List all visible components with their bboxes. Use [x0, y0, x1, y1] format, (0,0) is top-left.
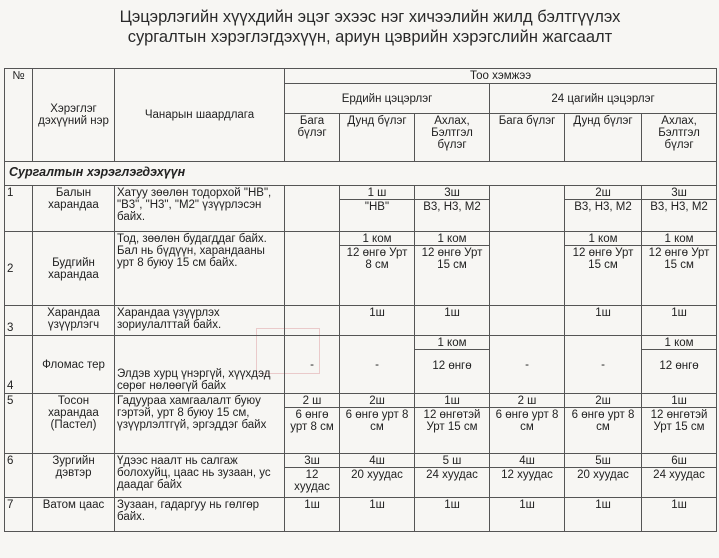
- header-senior-group-24h: Ахлах, Бэлтгэл бүлэг: [642, 114, 717, 162]
- table-row: [5, 454, 717, 498]
- cell-24h-middle: -: [565, 336, 642, 394]
- cell-detail: 24 хуудас: [415, 467, 489, 482]
- cell-reg-small: [285, 394, 340, 454]
- cell-value: 5 ш: [442, 455, 462, 467]
- header-middle-group: Дунд бүлэг: [340, 114, 415, 162]
- cell-24h-senior: [642, 394, 717, 454]
- cell-detail: "НВ": [340, 199, 414, 214]
- section-title: Сургалтын хэрэглэгдэхүүн: [5, 162, 717, 186]
- cell-24h-middle: [565, 186, 642, 232]
- cell-reg-senior: [415, 186, 490, 232]
- cell-detail: В3, Н3, М2: [415, 199, 489, 214]
- cell-value: 1ш: [671, 395, 687, 407]
- cell-value: 3ш: [671, 187, 687, 199]
- cell-value: 2 ш: [302, 395, 322, 407]
- cell-24h-senior: [642, 336, 717, 394]
- row-num: 7: [5, 498, 33, 532]
- cell-reg-small: [285, 232, 340, 306]
- table-row: [5, 232, 717, 306]
- row-requirement: Үдээс наалт нь салгаж болохуйц, цаас нь зузаан, ус даадаг байх: [115, 454, 285, 498]
- cell-detail: 12 өнгө Урт 8 см: [340, 245, 414, 272]
- cell-reg-middle: 1ш: [340, 498, 415, 532]
- row-name: Тосон харандаа (Пастел): [33, 394, 115, 454]
- cell-value: 1 ш: [367, 187, 387, 199]
- cell-24h-middle: 1ш: [565, 498, 642, 532]
- cell-detail: 12 өнгө Урт 15 см: [565, 245, 641, 272]
- section-row: [5, 162, 717, 186]
- cell-detail: 12 хуудас: [285, 467, 339, 494]
- row-name: Балын харандаа: [33, 186, 115, 232]
- cell-value: 1 ком: [437, 233, 467, 245]
- cell-reg-middle: [340, 454, 415, 498]
- cell-reg-small: [285, 186, 340, 232]
- cell-value: 4ш: [369, 455, 385, 467]
- row-requirement: Зузаан, гадаргуу нь гөлгөр байх.: [115, 498, 285, 532]
- cell-reg-senior: 1ш: [415, 306, 490, 336]
- cell-24h-middle: [565, 454, 642, 498]
- row-name: Будгийн харандаа: [33, 232, 115, 306]
- cell-reg-middle: [340, 232, 415, 306]
- cell-detail: 20 хуудас: [565, 467, 641, 482]
- row-num: 6: [5, 454, 33, 498]
- cell-value: 1ш: [444, 395, 460, 407]
- cell-24h-small: 1ш: [490, 498, 565, 532]
- cell-detail: 12 өнгө Урт 15 см: [415, 245, 489, 272]
- cell-detail: В3, Н3, М2: [642, 199, 716, 214]
- row-requirement: Элдэв хурц үнэргүй, хүүхдэд сөрөг нөлөөгүй байх: [115, 336, 285, 394]
- row-name: Зургийн дэвтэр: [33, 454, 115, 498]
- header-senior-group: Ахлах, Бэлтгэл бүлэг: [415, 114, 490, 162]
- cell-detail: 6 өнгө урт 8 см: [340, 407, 414, 434]
- cell-value: 1 ком: [362, 233, 392, 245]
- cell-reg-senior: [415, 454, 490, 498]
- cell-value: 3ш: [444, 187, 460, 199]
- header-small-group: Бага бүлэг: [285, 114, 340, 162]
- cell-value: 2ш: [595, 395, 611, 407]
- cell-reg-small: 1ш: [285, 498, 340, 532]
- row-name: Ватом цаас: [33, 498, 115, 532]
- cell-value: 1 ком: [588, 233, 618, 245]
- document-title-line-1: Цэцэрлэгийн хүүхдийн эцэг эхээс нэг хичээлийн жилд бэлтгүүлэх: [119, 8, 621, 26]
- cell-reg-middle: [340, 394, 415, 454]
- cell-reg-middle: [340, 186, 415, 232]
- cell-reg-senior: [415, 336, 490, 394]
- cell-reg-middle: 1ш: [340, 306, 415, 336]
- cell-reg-senior: 1ш: [415, 498, 490, 532]
- cell-24h-middle: [565, 232, 642, 306]
- cell-24h-middle: [565, 394, 642, 454]
- header-quantity: Тоо хэмжээ: [285, 69, 717, 84]
- cell-24h-small: -: [490, 336, 565, 394]
- cell-reg-small: [285, 306, 340, 336]
- table-row: [5, 306, 717, 336]
- cell-24h-senior: [642, 186, 717, 232]
- cell-value: 1 ком: [437, 337, 467, 349]
- cell-detail: 12 өнгө: [415, 349, 489, 373]
- cell-detail: 12 өнгө: [642, 349, 716, 373]
- cell-24h-small: [490, 394, 565, 454]
- row-requirement: Хатуу зөөлөн тодорхой "НВ", "В3", "Н3", "М2" үзүүрлэсэн байх.: [115, 186, 285, 232]
- cell-value: 4ш: [519, 455, 535, 467]
- cell-24h-small: [490, 306, 565, 336]
- table-row: [5, 498, 717, 532]
- cell-reg-small: [285, 454, 340, 498]
- row-num: 5: [5, 394, 33, 454]
- cell-detail: 12 өнгөтэй Урт 15 см: [415, 407, 489, 434]
- header-middle-group-24h: Дунд бүлэг: [565, 114, 642, 162]
- document-title-line-2: сургалтын хэрэглэгдэхүүн, ариун цэврийн хэрэгслийн жагсаалт: [127, 28, 613, 46]
- cell-value: 1 ком: [664, 233, 694, 245]
- cell-24h-small: [490, 232, 565, 306]
- row-requirement: Тод, зөөлөн будагддаг байх. Бал нь бүдүүн, харандааны урт 8 буюу 15 см байх.: [115, 232, 285, 306]
- cell-24h-middle: 1ш: [565, 306, 642, 336]
- cell-detail: В3, Н3, М2: [565, 199, 641, 214]
- row-requirement: Харандаа үзүүрлэх зориулалттай байх.: [115, 306, 285, 336]
- cell-reg-small: -: [285, 336, 340, 394]
- cell-detail: 6 өнгө урт 8 см: [285, 407, 339, 434]
- table-row: [5, 186, 717, 232]
- header-small-group-24h: Бага бүлэг: [490, 114, 565, 162]
- header-24h-kindergarten: 24 цагийн цэцэрлэг: [490, 84, 717, 114]
- row-num: 4: [5, 336, 33, 394]
- header-name: Хэрэглэг дэхүүний нэр: [33, 69, 115, 162]
- header-regular-kindergarten: Ердийн цэцэрлэг: [285, 84, 490, 114]
- row-requirement: Гадуураа хамгаалалт буюу гэртэй, урт 8 буюу 15 см, үзүүрлэлтгүй, эргэддэг байх: [115, 394, 285, 454]
- cell-detail: 12 хуудас: [490, 467, 564, 482]
- cell-24h-senior: [642, 232, 717, 306]
- header-requirement: Чанарын шаардлага: [115, 69, 285, 162]
- row-num: 1: [5, 186, 33, 232]
- cell-value: 5ш: [595, 455, 611, 467]
- header-row-1: [5, 69, 717, 84]
- row-name: Харандаа үзүүрлэгч: [33, 306, 115, 336]
- row-num: 3: [5, 306, 33, 336]
- cell-value: 6ш: [671, 455, 687, 467]
- cell-detail: 6 өнгө урт 8 см: [565, 407, 641, 434]
- table-row: [5, 394, 717, 454]
- table-row: [5, 336, 717, 394]
- cell-detail: 6 өнгө урт 8 см: [490, 407, 564, 434]
- cell-value: 2 ш: [517, 395, 537, 407]
- cell-value: 2ш: [595, 187, 611, 199]
- cell-value: 3ш: [304, 455, 320, 467]
- cell-value: 1 ком: [664, 337, 694, 349]
- cell-detail: 24 хуудас: [642, 467, 716, 482]
- cell-detail: 12 өнгө Урт 15 см: [642, 245, 716, 272]
- cell-24h-senior: 1ш: [642, 498, 717, 532]
- header-num: №: [5, 69, 33, 162]
- cell-24h-small: [490, 186, 565, 232]
- cell-reg-middle: -: [340, 336, 415, 394]
- cell-detail: 20 хуудас: [340, 467, 414, 482]
- supplies-table: [4, 68, 717, 532]
- row-name: Фломас тер: [33, 336, 115, 394]
- cell-reg-senior: [415, 394, 490, 454]
- cell-value: 2ш: [369, 395, 385, 407]
- cell-24h-senior: 1ш: [642, 306, 717, 336]
- cell-reg-senior: [415, 232, 490, 306]
- cell-24h-senior: [642, 454, 717, 498]
- cell-24h-small: [490, 454, 565, 498]
- cell-detail: 12 өнгөтэй Урт 15 см: [642, 407, 716, 434]
- row-num: 2: [5, 232, 33, 306]
